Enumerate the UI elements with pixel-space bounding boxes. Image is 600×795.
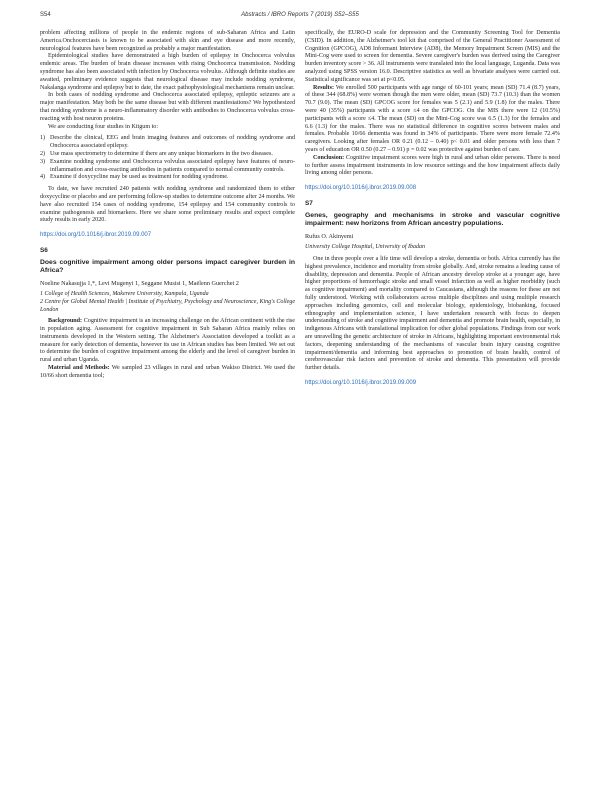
- study-list: [40, 135, 295, 182]
- affiliation: University College Hospital, University of Ibadan: [305, 244, 425, 251]
- paragraph: Material and Methods: We sampled 23 villages in rural and urban Wakiso District. We used the 10/66 short dementia tool;: [40, 364, 295, 379]
- authors: Rufus O. Akinyemi: [305, 232, 354, 240]
- paragraph: specifically, the EURO-D scale for depression and the Community Screening Tool for Dementia (CSID). In addition, the Alzheimer's tool kit that comprised of the General Practitioner Assessment of Cognition (GPCOG), AD8 Informant Interview (AD8), the Memory Impairment Screen (MIS) and the Mini-Cog were used to screen for dementia. Severe caregiver's burden was derived using the Caregiver burden inventory score > 36. All instruments were translated into the local language, Luganda. Data was analyzed using SPSS version 16.0. Descriptive statistics as well as bivariate analyses were carried out. Statistical significance was set at p<0.05.: [305, 30, 560, 83]
- doi-link[interactable]: https://doi.org/10.1016/j.ibror.2019.09.009: [305, 379, 417, 386]
- section-title: Does cognitive impairment among older persons impact caregiver burden in Africa?: [40, 258, 295, 275]
- paragraph: problem affecting millions of people in the endemic regions of sub-Saharan Africa and Latin America.Onchocerciasis is known to be associated with skin and eye disease and more recently, neurological features have been recognized as probably a major manifestation.: [40, 30, 295, 52]
- paragraph: Background: Cognitive impairment is an increasing challenge on the African continent with the rise in population aging. Assessment for cognitive impairment in Sub Saharan Africa mainly relies on instruments developed in the Western setting. The Alzheimer's Association developed a toolkit as a measure for early detection of dementia, however its use in African studies has been limited. We set out to determine the burden of cognitive impairment among the elderly and the level of caregiver burden in rural and urban Uganda.: [40, 318, 295, 364]
- section-id: S6: [40, 246, 48, 254]
- affiliation: 1 College of Health Sciences, Makerere University, Kampala, Uganda: [40, 291, 209, 298]
- paragraph: Results: We enrolled 500 participants with age range of 60-101 years; mean (SD) 71.4 (8.7) years, of these 344 (68.8%) were women though the men were older, mean (SD) 73.7 (10.3) than the women 70.7 (9.0). The mean (SD) GPCOG score for females was 5 (2.1) and 5.9 (1.8) for the males. There were 40 (35%) participants with a score ≤4 on the GPCOG. On the MIS there were 12 (10.5%) participants with a score ≤4. The mean (SD) on the Mini-Cog score was 6.5 (1.3) for the females and 6.6 (1.3) for the males. There was no statistical difference in cognitive scores between males and females. Probable 10/66 dementia was found in 34% of participants. There were more female 72.4% caregivers. Looking after females OR 0.21 (0.12 – 0.40) p< 0.01 and older persons with less than 7 years of education OR 0.50 (0.27 – 0.91) p = 0.02 was protective against burden of care.: [305, 84, 560, 153]
- left-column: [40, 30, 295, 380]
- list-item: 1) Describe the clinical, EEG and brain imaging features and outcomes of nodding syndrome and Onchocerca associated epilepsy.: [40, 135, 295, 150]
- doi-link[interactable]: https://doi.org/10.1016/j.ibror.2019.09.008: [305, 185, 417, 192]
- paragraph: We are conducting four studies in Kitgum to:: [48, 123, 159, 130]
- paragraph: In both cases of nodding syndrome and Onchocerca associated epilepsy, epileptic seizures are a major manifestation. May both be the same disease but with different manifestations? We hypothesized that nodding syndrome is a neuro-inflammatory disorder with antibodies to Onchocerca volvulus cross-reacting with host neuron proteins.: [40, 92, 295, 122]
- page-header: [40, 12, 560, 26]
- affiliation: 2 Centre for Global Mental Health | Institute of Psychiatry, Psychology and Neuroscience, King's College London: [40, 298, 295, 313]
- paragraph: Epidemiological studies have demonstrated a high burden of epilepsy in Onchocerca volvulus endemic areas. The burden of brain disease increases with rising Onchocerca transmission. Nodding syndrome has also been associated with infection by Onchocerca volvulus. Although definite studies are awaited, preliminary evidence suggests that neurological disease may include nodding syndrome, Nakalanga syndrome and epilepsy but to date, the exact pathophysiological mechanisms remain unclear.: [40, 53, 295, 91]
- list-item: 3) Examine nodding syndrome and Onchocerca volvulus associated epilepsy have features of neuro-inflammation and cross-reacting antibodies in patients compared to normal community controls.: [40, 158, 295, 173]
- paragraph: To date, we have recruited 240 patients with nodding syndrome and randomized them to either doxycycline or placebo and are performing follow-up studies to determine outcome after 24 months. We have also recruited 154 cases of nodding syndrome, 154 epilepsy and 154 community controls to examine pathogenesis and biomarkers. Here we share some preliminary results and expect complete study results in early 2020.: [40, 186, 295, 224]
- journal-reference: Abstracts / IBRO Reports 7 (2019) S52–S55: [241, 12, 359, 18]
- list-item: 4) Examine if doxycycline may be used as treatment for nodding syndrome.: [40, 174, 229, 181]
- section-id: S7: [305, 199, 313, 207]
- paragraph: Conclusion: Cognitive impairment scores were high in rural and urban older persons. There is need to further assess impairment instruments in low resource settings and the how impairment affects daily living among older persons.: [305, 154, 560, 177]
- paragraph: One in three people over a life time will develop a stroke, dementia or both. Africa currently has the highest prevalence, incidence and mortality from stroke globally. And, stroke remains a leading cause of disability, depression and dementia. People of African ancestry develop stroke at a younger age, have higher proportions of hemorrhagic stroke and small vessel infarction as well as higher morbidity (such as cognitive impairment) and mortality compared to Caucasians, although the reasons for these are not fully understood. Working with collaborators across multiple disciplines and using multiple research approaches including genomics, cell and molecular biology, epidemiology, biobanking, focused ethnography and implementation science, I have undertaken research with focus to deepen understanding of stroke and cognitive impairment and dementia and promote brain health, especially, in indigenous Africans with translational implication for other global populations. Findings from our work are unravelling the genetic architecture of stroke in Africans, highlighting important environmental risk factors, deepening understanding of the mechanisms of vascular brain injury causing cognitive impairment/dementia and informing best approaches to promotion of brain health, control of cerebrovascular risk factors and prevention of stroke and dementia. This presentation will provide further details.: [305, 255, 560, 372]
- list-item: 2) Use mass spectrometry to determine if there are any unique biomarkers in the two diseases.: [40, 150, 273, 157]
- doi-link[interactable]: https://doi.org/10.1016/j.ibror.2019.09.007: [40, 232, 152, 239]
- section-title: Genes, geography and mechanisms in stroke and vascular cognitive impairment: new horizons from African ancestry populations.: [305, 211, 560, 228]
- page-number: S54: [40, 12, 51, 18]
- authors: Noeline Nakasujja 1,*, Levi Mugenyi 1, Seggane Musisi 1, Maëlenn Guerchet 2: [40, 279, 239, 287]
- right-column: [305, 30, 560, 388]
